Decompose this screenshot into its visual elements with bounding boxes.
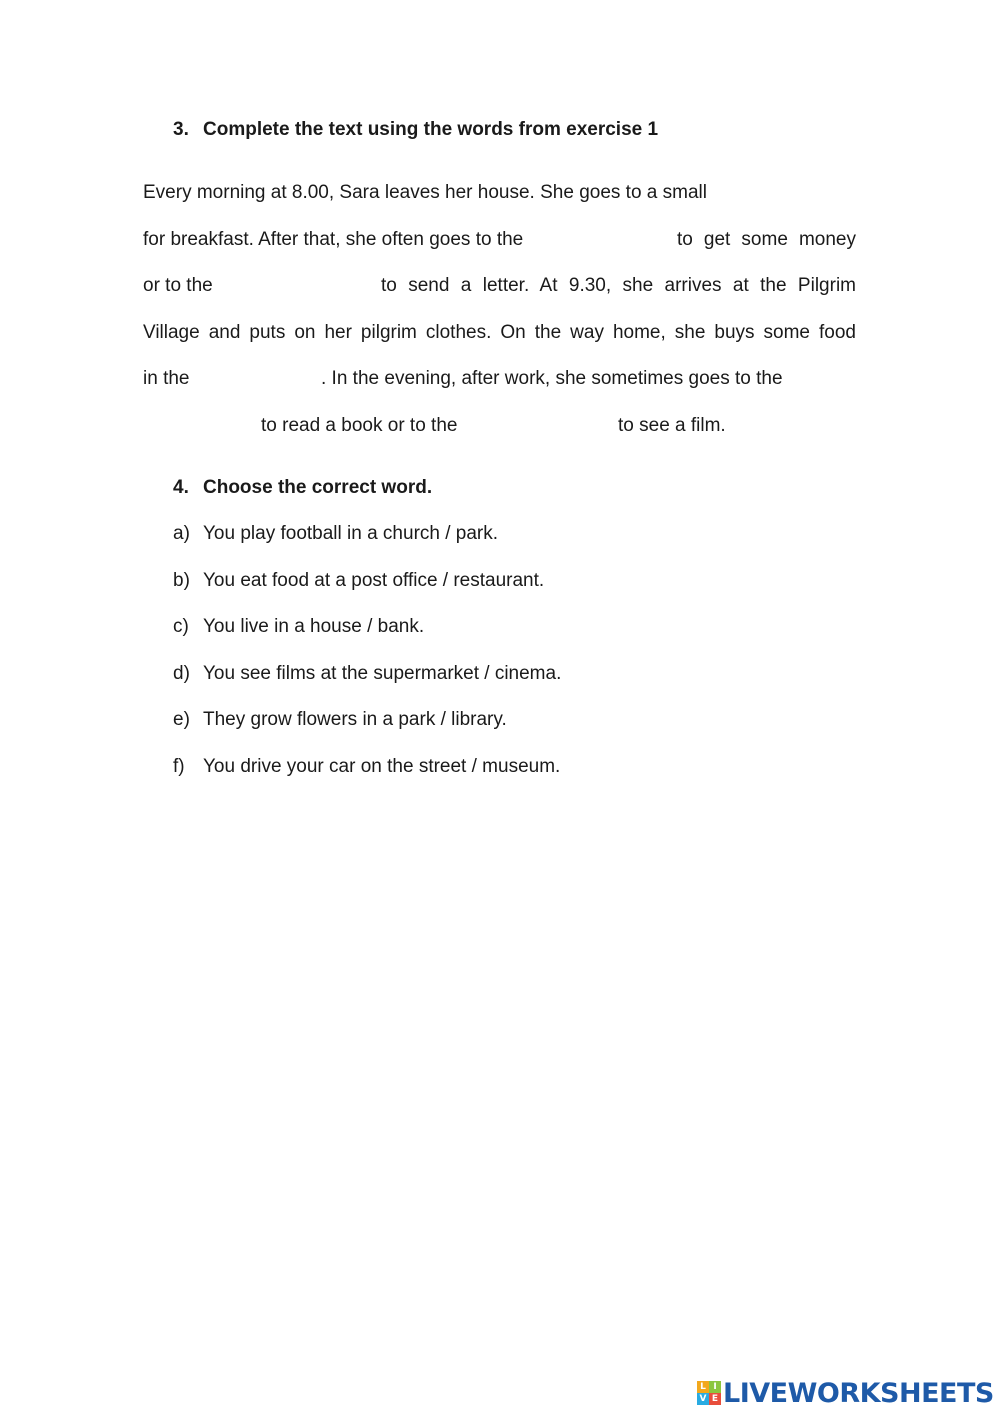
liveworksheets-logo bbox=[697, 1377, 994, 1409]
choice-item[interactable] bbox=[173, 569, 544, 593]
paragraph-text: to send a letter. At 9.30, she arrives at the Pilgrim bbox=[381, 275, 856, 296]
paragraph-text: in the bbox=[143, 368, 190, 389]
item-letter: f) bbox=[173, 756, 185, 777]
paragraph-line-3 bbox=[143, 274, 856, 298]
paragraph-line-2 bbox=[143, 228, 856, 252]
exercise-4-number: 4. bbox=[173, 477, 189, 498]
paragraph-text: Village and puts on her pilgrim clothes. On the way home, she buys some food bbox=[143, 322, 856, 343]
item-letter: c) bbox=[173, 616, 189, 637]
paragraph-text: for breakfast. After that, she often goes to the bbox=[143, 229, 524, 250]
paragraph-line-1 bbox=[143, 181, 856, 205]
exercise-4-title: Choose the correct word. bbox=[203, 477, 433, 498]
exercise-3-heading bbox=[173, 118, 658, 142]
blank-library[interactable] bbox=[143, 414, 257, 438]
choice-item[interactable] bbox=[173, 708, 507, 732]
paragraph-line-5 bbox=[143, 367, 856, 391]
blank-cinema[interactable] bbox=[477, 414, 613, 438]
logo-tile: V bbox=[697, 1393, 709, 1405]
choice-item[interactable] bbox=[173, 615, 424, 639]
paragraph-text: to get some money bbox=[677, 229, 856, 250]
logo-blocks-icon bbox=[697, 1381, 721, 1405]
logo-text: LIVEWORKSHEETS bbox=[723, 1377, 994, 1409]
item-text: You drive your car on the street / museum. bbox=[203, 756, 561, 777]
item-letter: d) bbox=[173, 663, 190, 684]
logo-tile: L bbox=[697, 1381, 709, 1393]
choice-item[interactable] bbox=[173, 755, 560, 779]
blank-bank[interactable] bbox=[553, 228, 673, 252]
exercise-3-number: 3. bbox=[173, 119, 189, 140]
logo-tile: E bbox=[709, 1393, 721, 1405]
paragraph-text: . In the evening, after work, she sometimes goes to the bbox=[321, 368, 783, 389]
paragraph-line-4 bbox=[143, 321, 856, 345]
choice-item[interactable] bbox=[173, 522, 498, 546]
paragraph-text: Every morning at 8.00, Sara leaves her house. She goes to a small bbox=[143, 182, 707, 203]
item-text: You eat food at a post office / restaurant. bbox=[203, 570, 545, 591]
item-text: You live in a house / bank. bbox=[203, 616, 425, 637]
item-letter: a) bbox=[173, 523, 190, 544]
logo-tile: I bbox=[709, 1381, 721, 1393]
paragraph-line-6 bbox=[143, 414, 856, 438]
item-text: You see films at the supermarket / cinema. bbox=[203, 663, 562, 684]
paragraph-text: or to the bbox=[143, 275, 213, 296]
exercise-3-title: Complete the text using the words from exercise 1 bbox=[203, 119, 659, 140]
paragraph-text: to see a film. bbox=[618, 415, 726, 436]
blank-supermarket[interactable] bbox=[199, 367, 317, 391]
blank-post-office[interactable] bbox=[225, 274, 375, 298]
exercise-4-heading bbox=[173, 476, 432, 500]
item-text: You play football in a church / park. bbox=[203, 523, 499, 544]
choice-item[interactable] bbox=[173, 662, 561, 686]
item-letter: b) bbox=[173, 570, 190, 591]
item-text: They grow flowers in a park / library. bbox=[203, 709, 507, 730]
paragraph-text: to read a book or to the bbox=[261, 415, 458, 436]
item-letter: e) bbox=[173, 709, 190, 730]
